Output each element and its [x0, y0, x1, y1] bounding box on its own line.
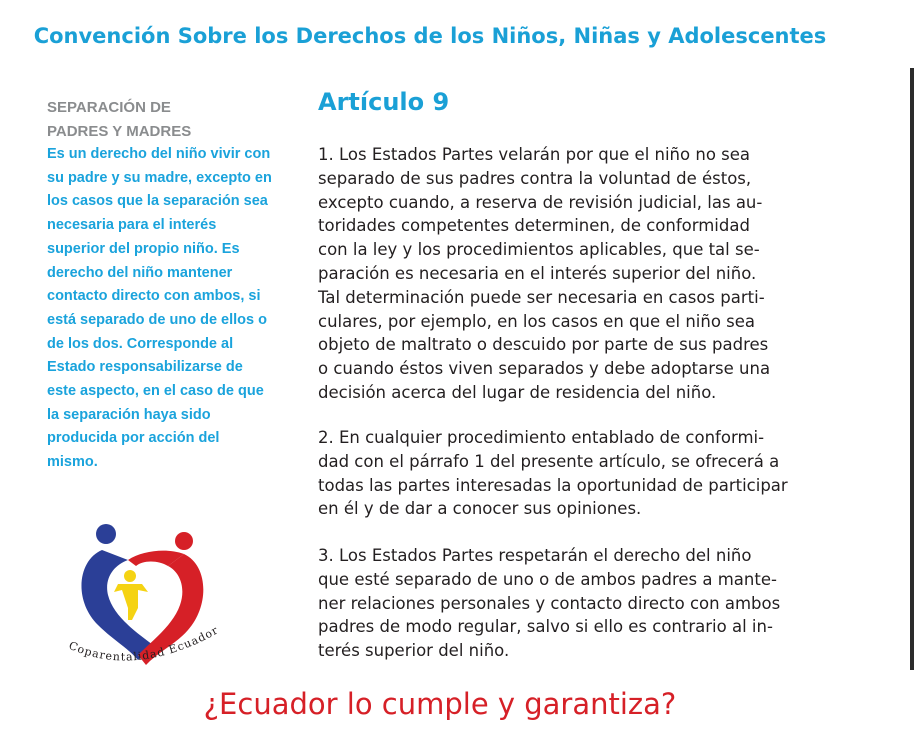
article-paragraph-2 [318, 426, 818, 521]
logo-blue-figure [81, 550, 153, 660]
paragraph-line: objeto de maltrato o descuido por parte de sus padres [318, 335, 769, 355]
paragraph-line: todas las partes interesadas la oportunidad de participar [318, 475, 788, 495]
sidebar-text: Es un derecho del niño vivir con su padre y su madre, excepto en los casos que la separación sea necesaria para el interés superior del propio niño. Es derecho del niño mantener contacto directo con ambos, si está separado de uno de ellos o de los dos. Corresponde al Estado responsabilizarse de este aspecto, en el caso de que la separación haya sido producida por acción del mismo. [47, 146, 272, 471]
paragraph-line: ner relaciones personales y contacto directo con ambos [318, 593, 781, 613]
article-title: Artículo 9 [318, 88, 450, 116]
paragraph-line: con la ley y los procedimientos aplicables, que tal se- [318, 240, 760, 260]
paragraph-line: toridades competentes determinen, de conformidad [318, 216, 750, 236]
logo-caption-path: Coparentalidad Ecuador [66, 623, 221, 664]
paragraph-line: 1. Los Estados Partes velarán por que el niño no sea [318, 145, 751, 164]
paragraph-line: decisión acerca del lugar de residencia del niño. [318, 382, 717, 402]
article-paragraph-1 [318, 143, 818, 405]
paragraph-line: paración es necesaria en el interés superior del niño. [318, 263, 757, 283]
logo-red-head [175, 532, 193, 550]
paragraph-line: dad con el párrafo 1 del presente artículo, se ofrecerá a [318, 451, 780, 471]
paragraph-line: en él y de dar a conocer sus opiniones. [318, 499, 642, 519]
paragraph-line: que esté separado de uno o de ambos padres a mante- [318, 569, 777, 589]
paragraph-line: excepto cuando, a reserva de revisión judicial, las au- [318, 192, 763, 212]
paragraph-line: padres de modo regular, salvo si ello es contrario al in- [318, 617, 773, 637]
coparentalidad-logo [58, 520, 238, 680]
paragraph-line: terés superior del niño. [318, 641, 510, 661]
paragraph-line: 2. En cualquier procedimiento entablado de conformi- [318, 428, 765, 447]
sidebar-heading [47, 96, 267, 144]
logo-yellow-figure [114, 584, 148, 620]
paragraph-line: o cuando éstos viven separados y debe adoptarse una [318, 359, 771, 379]
page-title: Convención Sobre los Derechos de los Niños, Niñas y Adolescentes [33, 24, 827, 48]
logo-yellow-head [124, 570, 136, 582]
logo-blue-head [96, 524, 116, 544]
paragraph-line: Tal determinación puede ser necesaria en casos parti- [318, 287, 765, 307]
paragraph-line: separado de sus padres contra la voluntad de éstos, [318, 168, 752, 188]
closing-question: ¿Ecuador lo cumple y garantiza? [203, 687, 677, 721]
right-border-rule [910, 68, 914, 670]
sidebar-heading-line: SEPARACIÓN DE [47, 99, 171, 116]
paragraph-line: 3. Los Estados Partes respetarán el derecho del niño [318, 546, 752, 565]
sidebar-heading-line: PADRES Y MADRES [47, 123, 192, 140]
article-paragraph-3 [318, 544, 818, 663]
paragraph-line: culares, por ejemplo, en los casos en que el niño sea [318, 311, 756, 331]
